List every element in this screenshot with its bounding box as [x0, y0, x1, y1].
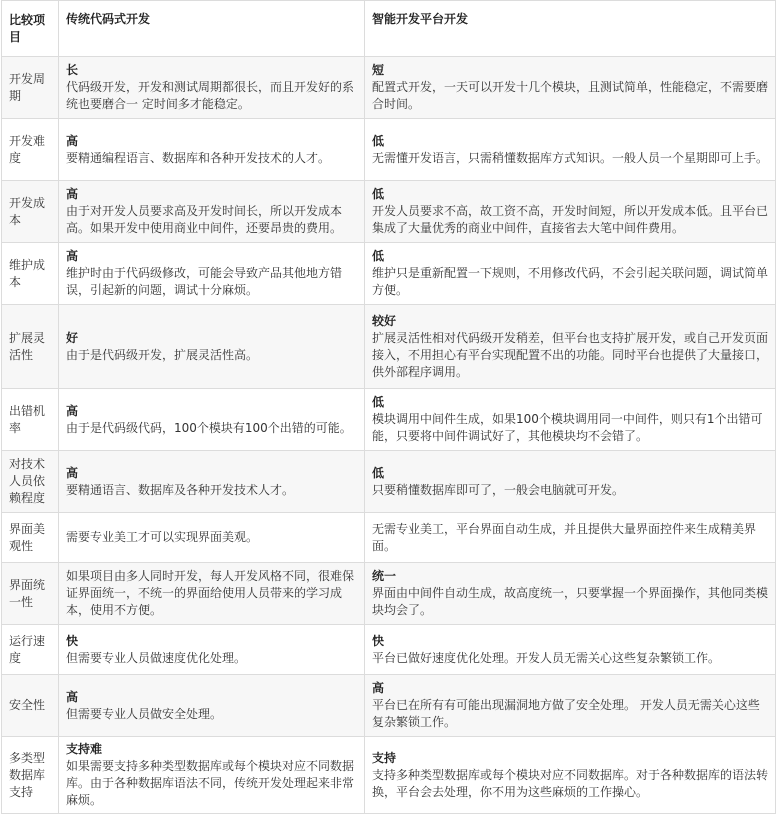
- smart-description: 界面由中间件自动生成，故高度统一，只要掌握一个界面操作，其他同类模块均会了。: [372, 586, 769, 617]
- traditional-cell: [59, 675, 365, 737]
- table-header-row: [2, 1, 776, 57]
- smart-cell: [365, 513, 776, 563]
- traditional-cell: [59, 563, 365, 625]
- row-item-label: 维护成本: [2, 243, 59, 305]
- table-row: [2, 181, 776, 243]
- traditional-level: 高: [66, 249, 79, 263]
- smart-level: 快: [372, 633, 385, 648]
- traditional-cell: [59, 451, 365, 513]
- header-traditional: 传统代码式开发: [59, 1, 365, 57]
- row-item-label: 出错机率: [2, 389, 59, 451]
- traditional-level: 支持难: [66, 742, 103, 756]
- traditional-cell: [59, 305, 365, 389]
- traditional-level: 高: [66, 465, 79, 480]
- traditional-description: 但需要专业人员做速度优化处理。: [66, 650, 247, 665]
- traditional-level: 长: [66, 63, 79, 77]
- smart-cell: [365, 563, 776, 625]
- traditional-level: 高: [66, 689, 79, 704]
- smart-description: 维护只是重新配置一下规则，不用修改代码，不会引起关联问题，调试简单方便。: [372, 266, 769, 297]
- traditional-description: 需要专业美工才可以实现界面美观。: [66, 530, 259, 544]
- row-item-label: 运行速度: [2, 625, 59, 675]
- smart-level: 支持: [372, 750, 397, 765]
- traditional-description: 如果需要支持多种类型数据库或每个模块对应不同数据库。由于各种数据库语法不同，传统开发处理起来非常麻烦。: [66, 759, 355, 807]
- row-item-label: 多类型数据库支持: [2, 737, 59, 814]
- traditional-cell: [59, 389, 365, 451]
- table-row: [2, 563, 776, 625]
- smart-level: 高: [372, 681, 385, 695]
- smart-description: 模块调用中间件生成，如果100个模块调用同一中间件，则只有1个出错可能，只要将中间件调试好了，其他模块均不会错了。: [372, 412, 763, 443]
- smart-cell: [365, 451, 776, 513]
- traditional-description: 要精通编程语言、数据库和各种开发技术的人才。: [66, 150, 331, 165]
- traditional-level: 高: [66, 187, 79, 201]
- smart-cell: [365, 389, 776, 451]
- table-row: [2, 451, 776, 513]
- smart-cell: [365, 57, 776, 119]
- table-row: [2, 119, 776, 181]
- row-item-label: 开发难度: [2, 119, 59, 181]
- smart-description: 开发人员要求不高，故工资不高，开发时间短，所以开发成本低。且平台已集成了大量优秀的商业中间件，直接省去大笔中间件费用。: [372, 204, 769, 235]
- traditional-level: 快: [66, 633, 79, 648]
- row-item-label: 对技术人员依赖程度: [2, 451, 59, 513]
- table-row: [2, 57, 776, 119]
- traditional-cell: [59, 513, 365, 563]
- row-item-label: 界面统一性: [2, 563, 59, 625]
- table-row: [2, 243, 776, 305]
- smart-level: 短: [372, 63, 385, 77]
- table-row: [2, 675, 776, 737]
- traditional-cell: [59, 737, 365, 814]
- traditional-description: 要精通语言、数据库及各种开发技术人才。: [66, 482, 295, 497]
- traditional-description: 维护时由于代码级修改，可能会导致产品其他地方错误，引起新的问题，调试十分麻烦。: [66, 266, 343, 297]
- smart-description: 扩展灵活性相对代码级开发稍差，但平台也支持扩展开发，或自己开发页面接入，不用担心有平台实现配置不出的功能。同时平台也提供了大量接口，供外部程序调用。: [372, 330, 769, 379]
- smart-description: 平台已在所有有可能出现漏洞地方做了安全处理。 开发人员无需关心这些复杂繁锁工作。: [372, 698, 760, 729]
- smart-cell: [365, 119, 776, 181]
- traditional-description: 代码级开发，开发和测试周期都很长，而且开发好的系统也要磨合一 定时间多才能稳定。: [66, 80, 355, 111]
- smart-description: 支持多种类型数据库或每个模块对应不同数据库。对于各种数据库的语法转换，平台会去处理，你不用为这些麻烦的工作操心。: [372, 767, 769, 799]
- smart-level: 低: [372, 249, 385, 263]
- row-item-label: 扩展灵活性: [2, 305, 59, 389]
- smart-cell: [365, 181, 776, 243]
- table-row: [2, 625, 776, 675]
- smart-level: 统一: [372, 569, 397, 583]
- smart-level: 低: [372, 395, 385, 409]
- smart-level: 低: [372, 187, 385, 201]
- traditional-cell: [59, 625, 365, 675]
- comparison-table: [1, 0, 776, 814]
- row-item-label: 安全性: [2, 675, 59, 737]
- traditional-description: 但需要专业人员做安全处理。: [66, 706, 223, 721]
- row-item-label: 开发周期: [2, 57, 59, 119]
- smart-cell: [365, 305, 776, 389]
- smart-level: 低: [372, 465, 385, 480]
- smart-level: 较好: [372, 313, 397, 328]
- traditional-cell: [59, 181, 365, 243]
- header-smart-platform: 智能开发平台开发: [365, 1, 776, 57]
- traditional-cell: [59, 243, 365, 305]
- smart-description: 配置式开发，一天可以开发十几个模块，且测试简单，性能稳定，不需要磨合时间。: [372, 80, 769, 111]
- header-item: 比较项目: [2, 1, 59, 57]
- table-row: [2, 305, 776, 389]
- table-row: [2, 737, 776, 814]
- smart-description: 只要稍懂数据库即可了，一般会电脑就可开发。: [372, 482, 625, 497]
- traditional-cell: [59, 119, 365, 181]
- row-item-label: 开发成本: [2, 181, 59, 243]
- smart-description: 平台已做好速度优化处理。开发人员无需关心这些复杂繁锁工作。: [372, 650, 721, 665]
- traditional-level: 高: [66, 403, 79, 418]
- smart-cell: [365, 737, 776, 814]
- traditional-level: 高: [66, 133, 79, 148]
- row-item-label: 界面美观性: [2, 513, 59, 563]
- smart-description: 无需懂开发语言，只需稍懂数据库方式知识。一般人员一个星期即可上手。: [372, 150, 769, 165]
- table-row: [2, 389, 776, 451]
- smart-description: 无需专业美工，平台界面自动生成，并且提供大量界面控件来生成精美界面。: [372, 521, 757, 553]
- traditional-description: 由于是代码级开发，扩展灵活性高。: [66, 347, 259, 362]
- smart-cell: [365, 675, 776, 737]
- traditional-level: 好: [66, 330, 79, 345]
- traditional-description: 由于是代码级代码，100个模块有100个出错的可能。: [66, 420, 352, 435]
- traditional-description: 由于对开发人员要求高及开发时间长，所以开发成本高。如果开发中使用商业中间件，还要昂贵的费用。: [66, 204, 343, 235]
- traditional-description: 如果项目由多人同时开发，每人开发风格不同，很难保证界面统一，不统一的界面给使用人员带来的学习成本，使用不方便。: [66, 569, 355, 617]
- table-row: [2, 513, 776, 563]
- smart-cell: [365, 625, 776, 675]
- smart-level: 低: [372, 133, 385, 148]
- traditional-cell: [59, 57, 365, 119]
- smart-cell: [365, 243, 776, 305]
